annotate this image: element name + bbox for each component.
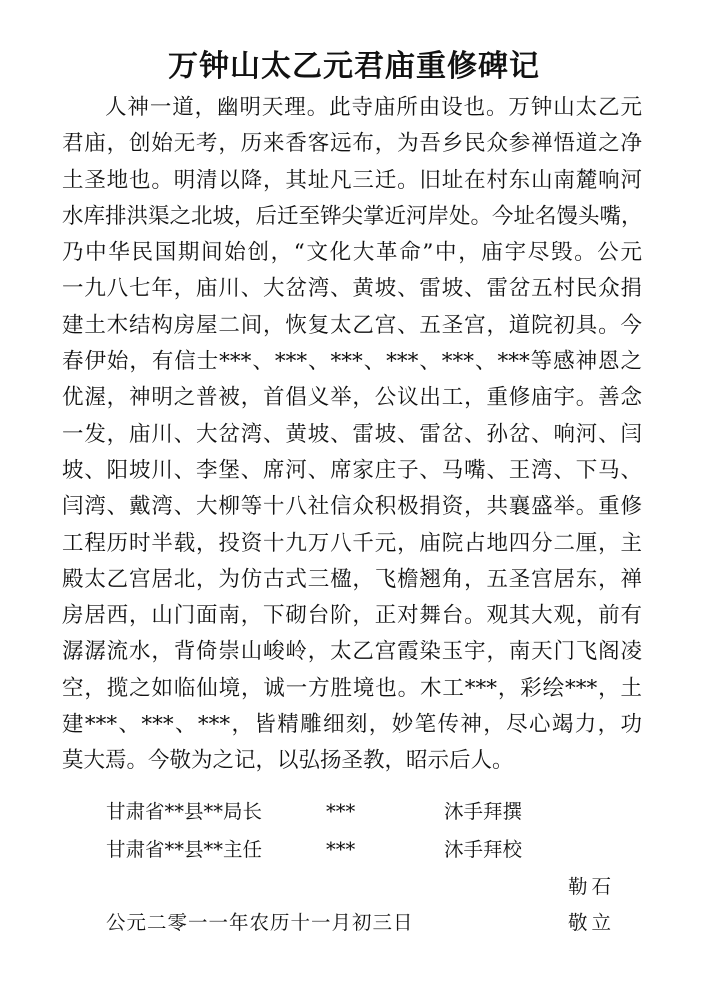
- body-line: 殿太乙宫居北，为仿古式三楹，飞檐翘角，五圣宫居东，禅: [62, 566, 642, 592]
- signature-author-org: 甘肃省**县**局长: [106, 800, 263, 823]
- signature-reviewer-name: ***: [326, 838, 356, 861]
- body-line: 莫大焉。今敬为之记，以弘扬圣教，昭示后人。: [62, 748, 514, 774]
- body-line: 工程历时半载，投资十九万八千元，庙院占地四分二厘，主: [62, 530, 642, 556]
- signature-author-name: ***: [326, 800, 356, 823]
- erected-mark: 敬立: [568, 911, 616, 934]
- erection-date: 公元二零一一年农历十一月初三日: [106, 911, 414, 934]
- body-line: 春伊始，有信士***、***、***、***、***、***等感神恩之: [62, 349, 642, 375]
- signature-reviewer-org: 甘肃省**县**主任: [106, 838, 263, 861]
- body-line: 乃中华民国期间始创，“文化大革命”中，庙宇尽毁。公元: [62, 240, 642, 266]
- body-line: 君庙，创始无考，历来香客远布，为吾乡民众参禅悟道之净: [62, 131, 642, 157]
- signature-author-action: 沐手拜撰: [444, 800, 523, 823]
- body-line: 建土木结构房屋二间，恢复太乙宫、五圣宫，道院初具。今: [62, 312, 642, 338]
- body-line: 一发，庙川、大岔湾、黄坡、雷坡、雷岔、孙岔、响河、闫: [62, 421, 642, 447]
- body-line: 一九八七年，庙川、大岔湾、黄坡、雷坡、雷岔五村民众捐: [62, 276, 642, 302]
- body-line: 潺潺流水，背倚崇山峻岭，太乙宫霞染玉宇，南天门飞阁凌: [62, 639, 642, 665]
- stone-carving-mark: 勒石: [568, 875, 616, 898]
- body-line: 人神一道，幽明天理。此寺庙所由设也。万钟山太乙元: [105, 95, 642, 120]
- page-title: 万钟山太乙元君庙重修碑记: [168, 49, 540, 84]
- body-line: 建***、***、***，皆精雕细刻，妙笔传神，尽心竭力，功: [62, 712, 642, 738]
- body-line: 空，揽之如临仙境，诚一方胜境也。木工***，彩绘***，土: [62, 675, 642, 701]
- body-line: 坡、阳坡川、李堡、席河、席家庄子、马嘴、王湾、下马、: [62, 457, 642, 483]
- body-line: 闫湾、戴湾、大柳等十八社信众积极捐资，共襄盛举。重修: [62, 494, 642, 520]
- body-line: 优渥，神明之普被，首倡义举，公议出工，重修庙宇。善念: [62, 385, 642, 411]
- body-line: 水库排洪渠之北坡，后迁至铧尖掌近河岸处。今址名馒头嘴，: [62, 203, 643, 229]
- inscription-body: [62, 90, 642, 780]
- body-line: 土圣地也。明清以降，其址凡三迁。旧址在村东山南麓响河: [62, 167, 642, 193]
- body-line: 房居西，山门面南，下砌台阶，正对舞台。观其大观，前有: [62, 603, 642, 629]
- signature-reviewer-action: 沐手拜校: [444, 838, 523, 861]
